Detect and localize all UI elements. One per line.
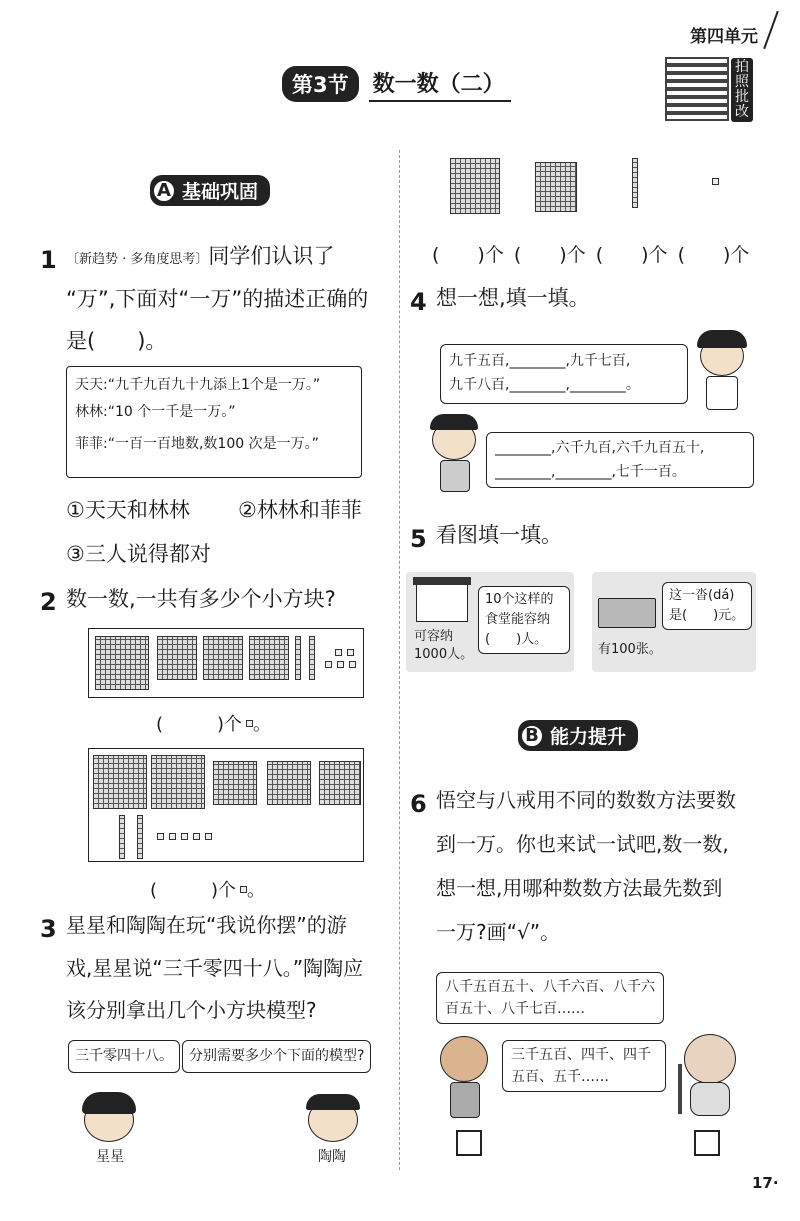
q1-statements-box [66,366,362,478]
q3-line-3: 该分别拿出几个小方块模型? [66,998,317,1022]
hundred-flat [213,761,257,805]
unit-cube [325,661,332,668]
q2-number: 2 [40,588,57,616]
xingxing-hair [82,1092,136,1114]
q4-bubble-2 [486,432,754,488]
hundred-flat [157,636,197,680]
q2-figure-2 [88,748,364,862]
q5-right-caption: 有100张。 [598,642,662,657]
hundred-flat [267,761,311,805]
section-title: 数一数（二） [369,67,511,102]
q1-option-1[interactable]: ①天天和林林 [66,498,190,522]
q1-line-3: 是( )。 [66,329,167,353]
column-divider [399,150,400,1170]
ten-rod [309,636,315,680]
unit-cube [347,649,354,656]
q3-number: 3 [40,915,57,943]
unit-cube [349,661,356,668]
q2-answer-2 [150,876,265,902]
q1-statement: 林林:“10 个一千是一万。” [75,404,236,420]
q6-checkbox-bajie[interactable] [694,1130,720,1156]
section-label: 第3节 [282,66,359,102]
part-b-letter: B [520,724,544,748]
q5-text: 看图填一填。 [436,523,562,547]
model-unit-cube [712,178,719,185]
unit-cube [169,833,176,840]
q3-name-left: 星星 [96,1149,124,1165]
q1-statement: 菲菲:“一百一百地数,数100 次是一万。” [75,436,319,452]
q2-answer-1 [156,710,271,736]
q4-bubble-2-line-2[interactable]: ________,________,七千一百。 [495,464,686,480]
qr-code[interactable] [665,57,729,121]
unit-cube [193,833,200,840]
q3-blanks[interactable]: ( )个 ( )个 ( )个 ( )个 [432,244,750,266]
q1-statement: 天天:“九千九百九十九添上1个是一万。” [75,377,321,393]
ten-rod [295,636,301,680]
qr-caption: 拍照批改 [731,58,753,122]
q5-left-caption: 可容纳1000人。 [414,629,474,662]
page-number [752,1174,779,1192]
bajie-avatar [684,1034,736,1084]
model-hundred-flat [535,162,577,212]
girl-hair [697,330,747,348]
unit-cube [337,661,344,668]
q1-number: 1 [40,246,57,274]
q2-answer-2-period: 。 [247,880,266,901]
q1-option-2[interactable]: ②林林和菲菲 [238,498,362,522]
hundred-flat [319,761,361,805]
q3-line-1: 星星和陶陶在玩“我说你摆”的游 [66,913,347,937]
wukong-body [450,1082,480,1118]
q1-line-1 [66,246,334,267]
bajie-body [690,1082,730,1116]
model-ten-rod [632,158,638,208]
ten-rod [137,815,143,859]
section-header [282,66,511,102]
unit-cube [181,833,188,840]
q1-text-1: 同学们认识了 [208,244,335,268]
q5-canteen-panel [406,572,574,672]
q4-bubble-2-line-1[interactable]: ________,六千九百,六千九百五十, [495,440,705,456]
part-a-badge [150,175,270,206]
canteen-icon [416,582,468,622]
boy-hair [430,414,478,430]
q1-option-3[interactable]: ③三人说得都对 [66,542,211,566]
unit-cube-icon [246,720,253,727]
taotao-hair [306,1094,360,1110]
unit-cube [157,833,164,840]
q4-text: 想一想,填一填。 [436,286,590,310]
q5-number: 5 [410,525,427,553]
q4-bubble-1-line-2[interactable]: 九千八百,________,________。 [449,377,640,393]
canteen-roof [413,577,471,585]
q3-name-right: 陶陶 [318,1149,346,1165]
q6-line-1: 悟空与八戒用不同的数数方法要数 [436,788,736,812]
q6-number: 6 [410,790,427,818]
q1-tag: 〔新趋势 · 多角度思考〕 [66,252,209,267]
hundred-flat [203,636,243,680]
part-a-letter: A [152,179,176,203]
thousand-cube [95,636,149,690]
q3-line-2: 戏,星星说“三千零四十八。”陶陶应 [66,956,364,980]
q2-answer-2-text[interactable]: ( )个 [150,880,237,901]
part-b-badge [518,720,638,751]
banknote-stack-icon [598,598,656,628]
part-b-title: 能力提升 [550,726,627,748]
q6-line-2: 到一万。你也来试一试吧,数一数, [436,832,729,856]
q3-bubble-left: 三千零四十八。 [68,1040,180,1073]
unit-cube [335,649,342,656]
header-corner-line [763,11,779,49]
thousand-cube [151,755,205,809]
hundred-flat [249,636,289,680]
q5-left-bubble[interactable]: 10个这样的食堂能容纳( )人。 [478,586,570,654]
q4-bubble-1-line-1[interactable]: 九千五百,________,九千七百, [449,353,631,369]
model-thousand-cube [450,158,500,214]
thousand-cube [93,755,147,809]
q6-line-4: 一万?画“√”。 [436,920,561,944]
part-a-title: 基础巩固 [182,181,259,203]
q4-bubble-1 [440,344,688,404]
q6-bubble-bajie: 三千五百、四千、四千五百、五千…… [502,1040,666,1092]
q2-text: 数一数,一共有多少个小方块? [66,587,336,611]
ten-rod [119,815,125,859]
q2-figure-1 [88,628,364,698]
page-number-text: 17 [752,1174,773,1192]
q3-bubble-right: 分别需要多少个下面的模型? [182,1040,371,1073]
q2-answer-1-period: 。 [253,714,272,735]
page-number-dot: · [772,1174,779,1192]
q2-answer-1-text[interactable]: ( )个 [156,714,243,735]
q6-bubble-wukong: 八千五百五十、八千六百、八千六百五十、八千七百…… [436,972,664,1024]
q5-money-panel [592,572,756,672]
q4-number: 4 [410,288,427,316]
unit-cube [205,833,212,840]
q1-line-2: “万”,下面对“一万”的描述正确的 [66,287,369,311]
q6-line-3: 想一想,用哪种数数方法最先数到 [436,876,723,900]
unit-label: 第四单元 [690,27,758,47]
wukong-avatar [440,1036,488,1082]
boy-body [440,460,470,492]
rake-icon [678,1064,682,1114]
girl-body [706,376,738,410]
q5-right-bubble[interactable]: 这一沓(dá)是( )元。 [662,582,752,630]
q6-checkbox-wukong[interactable] [456,1130,482,1156]
unit-cube-icon [240,886,247,893]
